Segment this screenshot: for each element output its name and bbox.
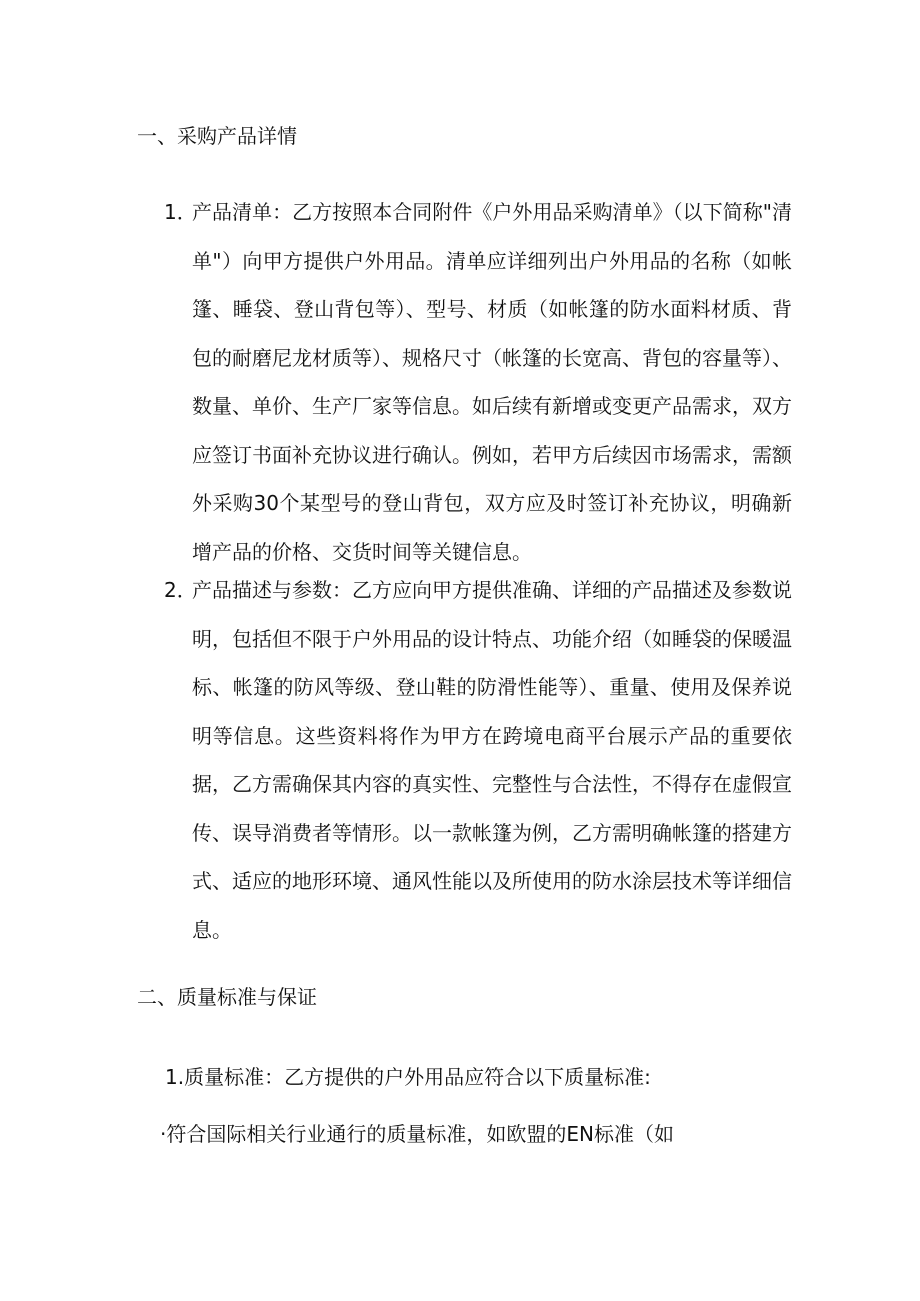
section-heading-quality-standards: 二、质量标准与保证 (137, 985, 317, 1009)
list-item-product-list (164, 188, 792, 576)
list-item-product-description (164, 566, 792, 954)
bullet-item-international-standard: ·符合国际相关行业通行的质量标准，如欧盟的EN标准（如 (160, 1122, 674, 1146)
list-item-number: 1． (164, 200, 197, 224)
list-item-text: 产品描述与参数：乙方应向甲方提供准确、详细的产品描述及参数说明，包括但不限于户外用品的设计特点、功能介绍（如睡袋的保暖温标、帐篷的防风等级、登山鞋的防滑性能等）、重量、使用及保养说明等信息。这些资料将作为甲方在跨境电商平台展示产品的重要依据，乙方需确保其内容的真实性、完整性与合法性，不得存在虚假宣传、误导消费者等情形。以一款帐篷为例，乙方需明确帐篷的搭建方式、适应的地形环境、通风性能以及所使用的防水涂层技术等详细信息。 (192, 578, 792, 942)
list-item-text: 产品清单：乙方按照本合同附件《户外用品采购清单》（以下简称"清单"）向甲方提供户外用品。清单应详细列出户外用品的名称（如帐篷、睡袋、登山背包等）、型号、材质（如帐篷的防水面料材质、背包的耐磨尼龙材质等）、规格尺寸（帐篷的长宽高、背包的容量等）、数量、单价、生产厂家等信息。如后续有新增或变更产品需求，双方应签订书面补充协议进行确认。例如，若甲方后续因市场需求，需额外采购30个某型号的登山背包，双方应及时签订补充协议，明确新增产品的价格、交货时间等关键信息。 (192, 200, 792, 564)
section-heading-procurement-details: 一、采购产品详情 (137, 124, 297, 148)
list-item-number: 2． (164, 578, 197, 602)
sub-item-quality-standard: 1.质量标准：乙方提供的户外用品应符合以下质量标准: (165, 1065, 651, 1089)
